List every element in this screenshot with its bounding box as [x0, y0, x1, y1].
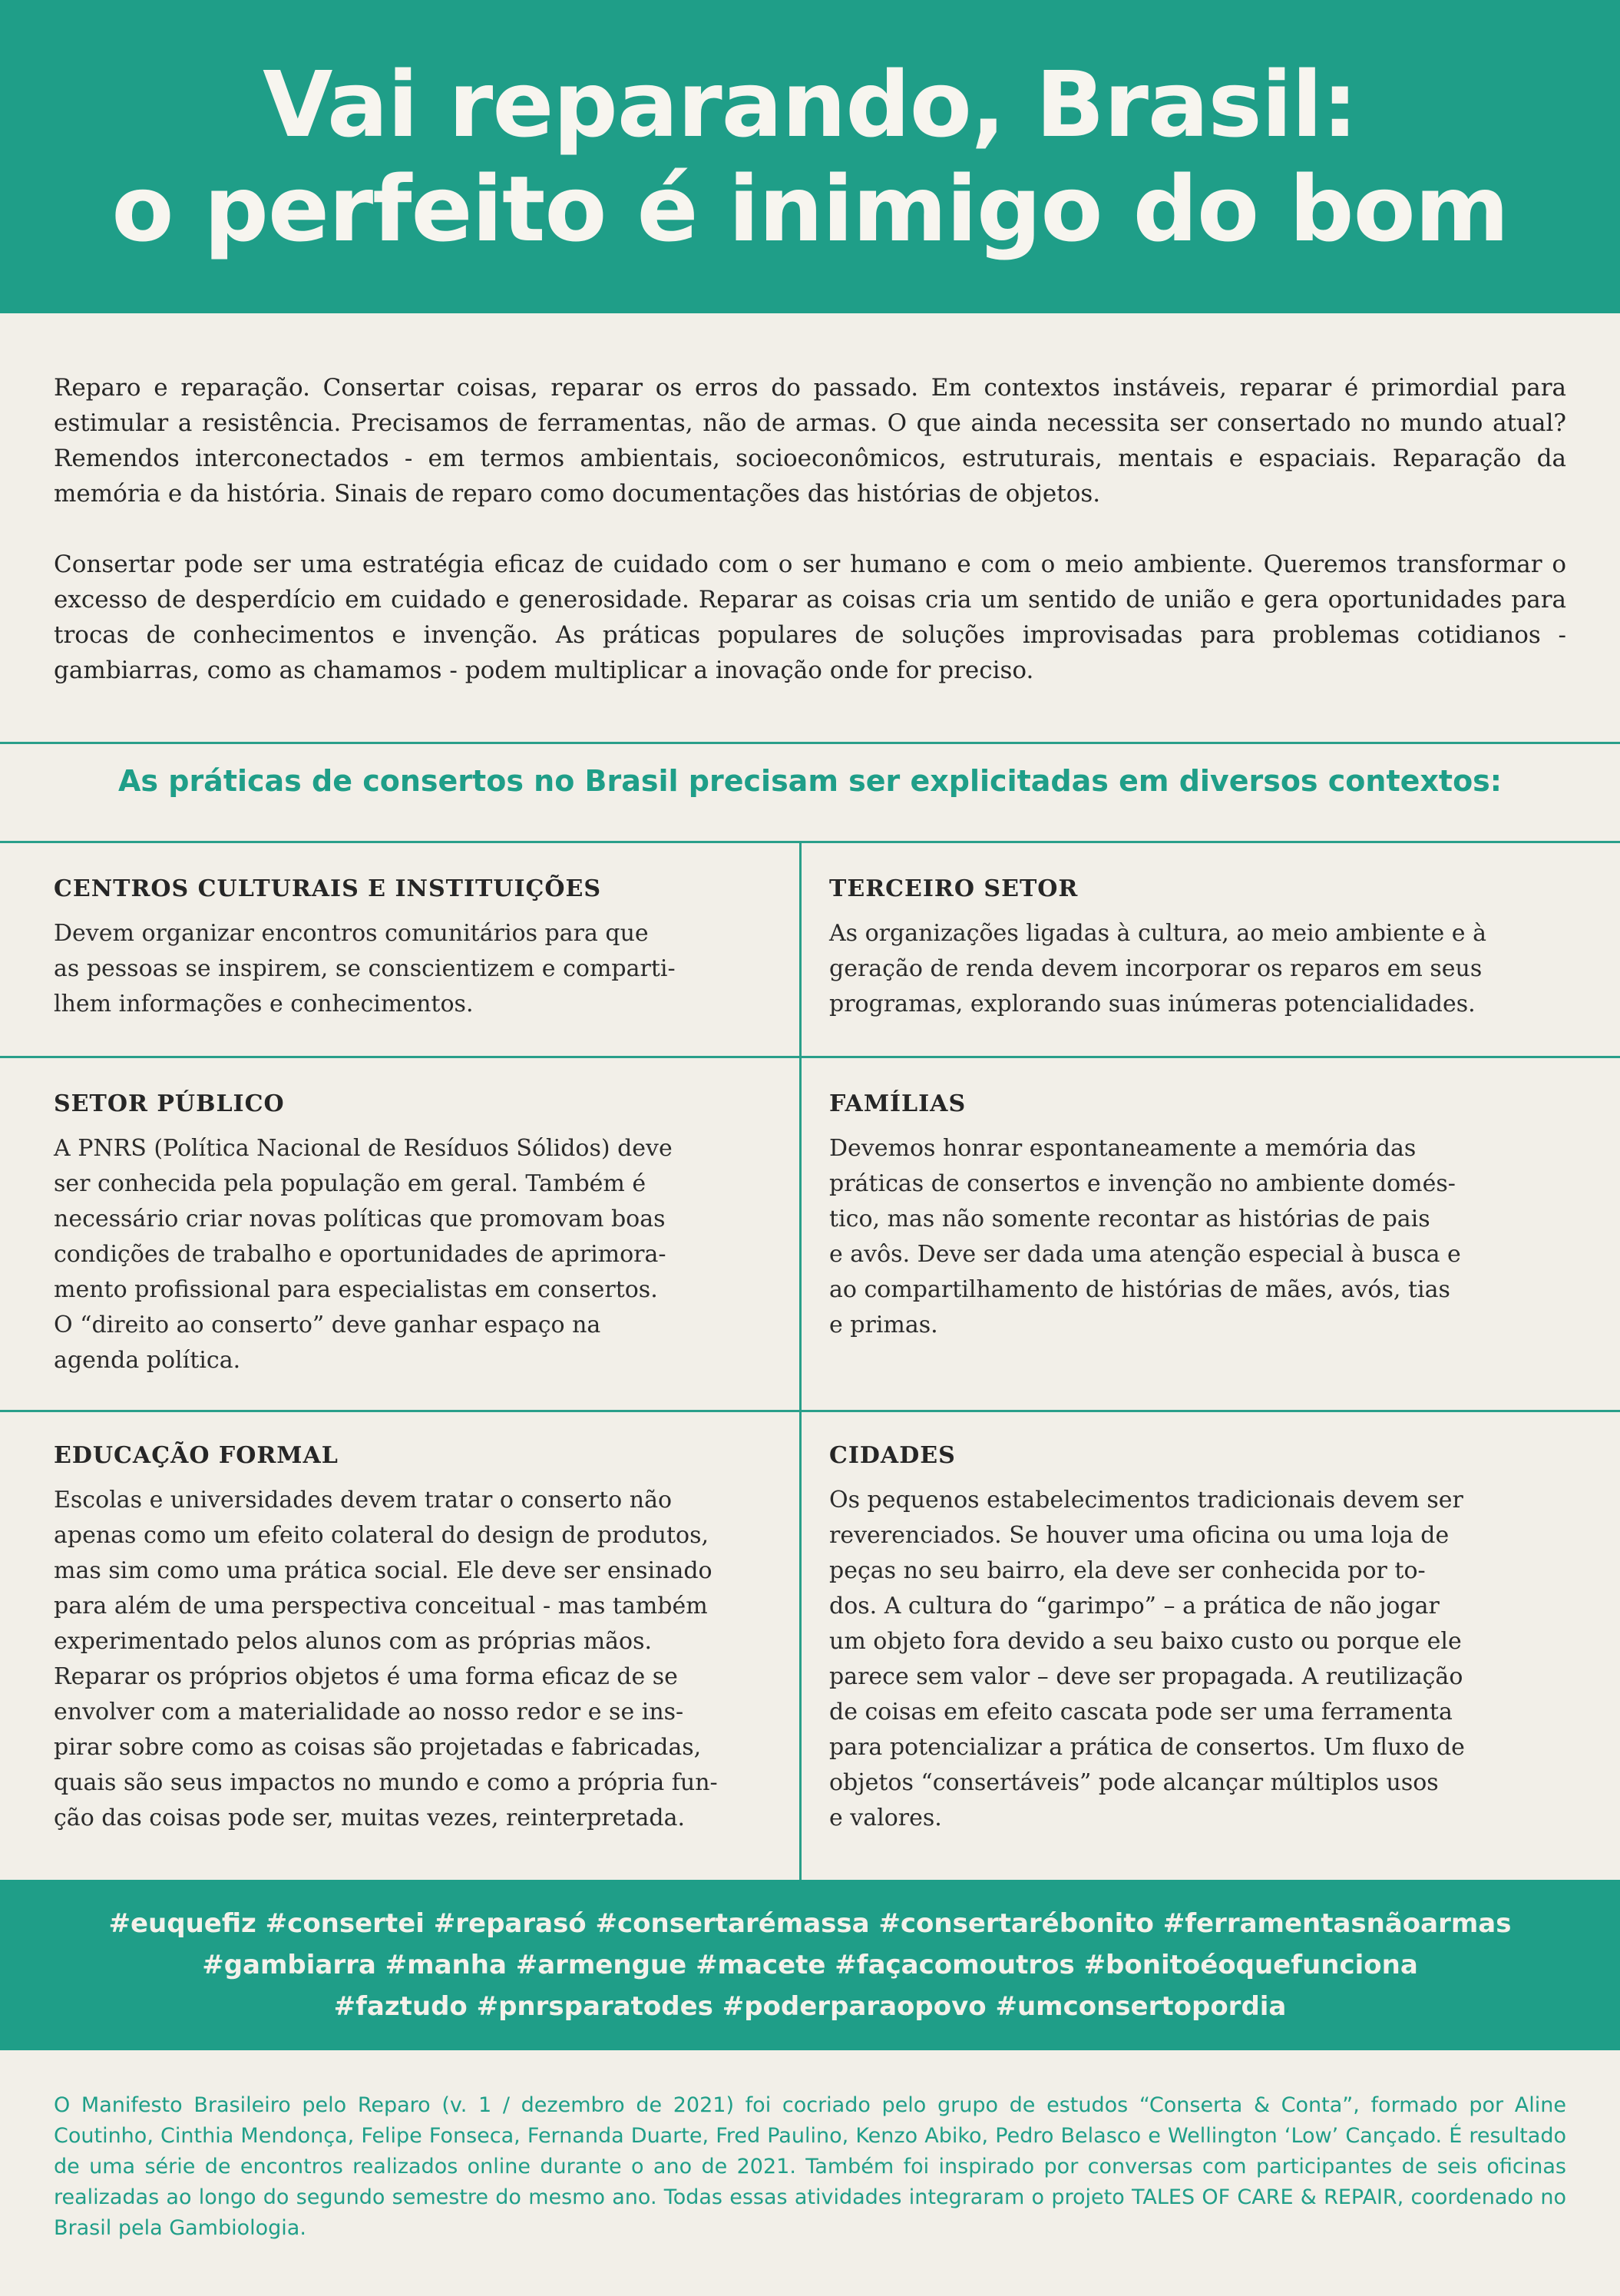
section-cities: [829, 1442, 1551, 1836]
section-body: Escolas e universidades devem tratar o conserto não apenas como um efeito colateral do design de produtos, mas sim como uma prática social. Ele deve ser ensinado para além de uma perspectiva conceitual - mas também experimentado pelos alunos com as próprias mãos. Reparar os próprios objetos é uma forma eficaz de se envolver com a materialidade ao nosso redor e se ins- pirar sobre como as coisas são projetadas e fabricadas, quais são seus impactos no mundo e como a própria fun- ção das coisas pode ser, muitas vezes, reinterpretada.: [54, 1487, 718, 1831]
section-heading: SETOR PÚBLICO: [54, 1090, 285, 1117]
divider-row-1: [0, 1056, 1620, 1058]
title-banner: [0, 0, 1620, 313]
intro-paragraph-2: Consertar pode ser uma estratégia eficaz de cuidado com o ser humano e com o meio ambiente. Queremos transformar o excesso de desperdício em cuidado e generosidade. Reparar as coisas cria um sentido de união e gera oportunidades para trocas de conhecimentos e invenção. As práticas populares de soluções improvisadas para problemas cotidianos - gambiarras, como as chamamos - podem multiplicar a inovação onde for preciso.: [54, 551, 1566, 684]
section-body: Os pequenos estabelecimentos tradicionais devem ser reverenciados. Se houver uma oficina ou uma loja de peças no seu bairro, ela deve ser conhecida por to- dos. A cultura do “garimpo” – a prática de não jogar um objeto fora devido a seu baixo custo ou porque ele parece sem valor – deve ser propagada. A reutilização de coisas em efeito cascata pode ser uma ferramenta para potencializar a prática de consertos. Um fluxo de objetos “consertáveis” pode alcançar múltiplos usos e valores.: [829, 1487, 1465, 1831]
section-formal-education: [54, 1442, 775, 1836]
section-heading: EDUCAÇÃO FORMAL: [54, 1442, 339, 1469]
title-line-2: o perfeito é inimigo do bom: [111, 156, 1509, 262]
section-third-sector: [829, 875, 1551, 1022]
hashtag-line-2: #gambiarra #manha #armengue #macete #façacomoutros #bonitoéoquefunciona: [202, 1950, 1418, 1980]
section-cultural-centers: [54, 875, 775, 1022]
divider-column: [799, 841, 802, 1880]
section-heading: TERCEIRO SETOR: [829, 875, 1079, 902]
section-body: As organizações ligadas à cultura, ao meio ambiente e à geração de renda devem incorporar os reparos em seus programas, explorando suas inúmeras potencialidades.: [829, 920, 1486, 1017]
intro-text: [54, 370, 1566, 723]
hashtag-line-1: #euquefiz #consertei #reparasó #consertarémassa #consertarébonito #ferramentasnãoarmas: [108, 1908, 1512, 1939]
section-body: Devemos honrar espontaneamente a memória das práticas de consertos e invenção no ambiente domés- tico, mas não somente recontar as histórias de pais e avôs. Deve ser dada uma atenção especial à busca e ao compartilhamento de histórias de mães, avós, tias e primas.: [829, 1135, 1461, 1338]
section-heading: CIDADES: [829, 1442, 956, 1469]
divider-top: [0, 742, 1620, 744]
contexts-subheading: As práticas de consertos no Brasil precisam ser explicitadas em diversos contextos:: [117, 764, 1502, 798]
section-public-sector: [54, 1090, 775, 1378]
section-body: Devem organizar encontros comunitários para que as pessoas se inspirem, se conscientizem e comparti- lhem informações e conhecimentos.: [54, 920, 676, 1017]
title-line-1: Vai reparando, Brasil:: [263, 51, 1357, 157]
section-families: [829, 1090, 1551, 1343]
intro-paragraph-1: Reparo e reparação. Consertar coisas, reparar os erros do passado. Em contextos instáveis, reparar é primordial para estimular a resistência. Precisamos de ferramentas, não de armas. O que ainda necessita ser consertado no mundo atual? Remendos interconectados - em termos ambientais, socioeconômicos, estruturais, mentais e espaciais. Reparação da memória e da história. Sinais de reparo como documentações das histórias de objetos.: [54, 374, 1566, 508]
section-heading: FAMÍLIAS: [829, 1090, 967, 1117]
credits-footer: O Manifesto Brasileiro pelo Reparo (v. 1 / dezembro de 2021) foi cocriado pelo grupo de estudos “Conserta & Conta”, formado por Aline Coutinho, Cinthia Mendonça, Felipe Fonseca, Fernanda Duarte, Fred Paulino, Kenzo Abiko, Pedro Belasco e Wellington ‘Low’ Cançado. É resultado de uma série de encontros realizados online durante o ano de 2021. Também foi inspirado por conversas com participantes de seis oficinas realizadas ao longo do segundo semestre do mesmo ano. Todas essas atividades integraram o projeto TALES OF CARE & REPAIR, coordenado no Brasil pela Gambiologia.: [54, 2093, 1566, 2240]
hashtag-line-3: #faztudo #pnrsparatodes #poderparaopovo #umconsertopordia: [333, 1991, 1287, 2022]
divider-row-2: [0, 1410, 1620, 1412]
section-body: A PNRS (Política Nacional de Resíduos Sólidos) deve ser conhecida pela população em geral. Também é necessário criar novas políticas que promovam boas condições de trabalho e oportunidades de aprimora- mento profissional para especialistas em consertos. O “direito ao conserto” deve ganhar espaço na agenda política.: [54, 1135, 673, 1374]
divider-grid-top: [0, 841, 1620, 843]
hashtag-banner: [0, 1880, 1620, 2050]
section-heading: CENTROS CULTURAIS E INSTITUIÇÕES: [54, 875, 602, 902]
